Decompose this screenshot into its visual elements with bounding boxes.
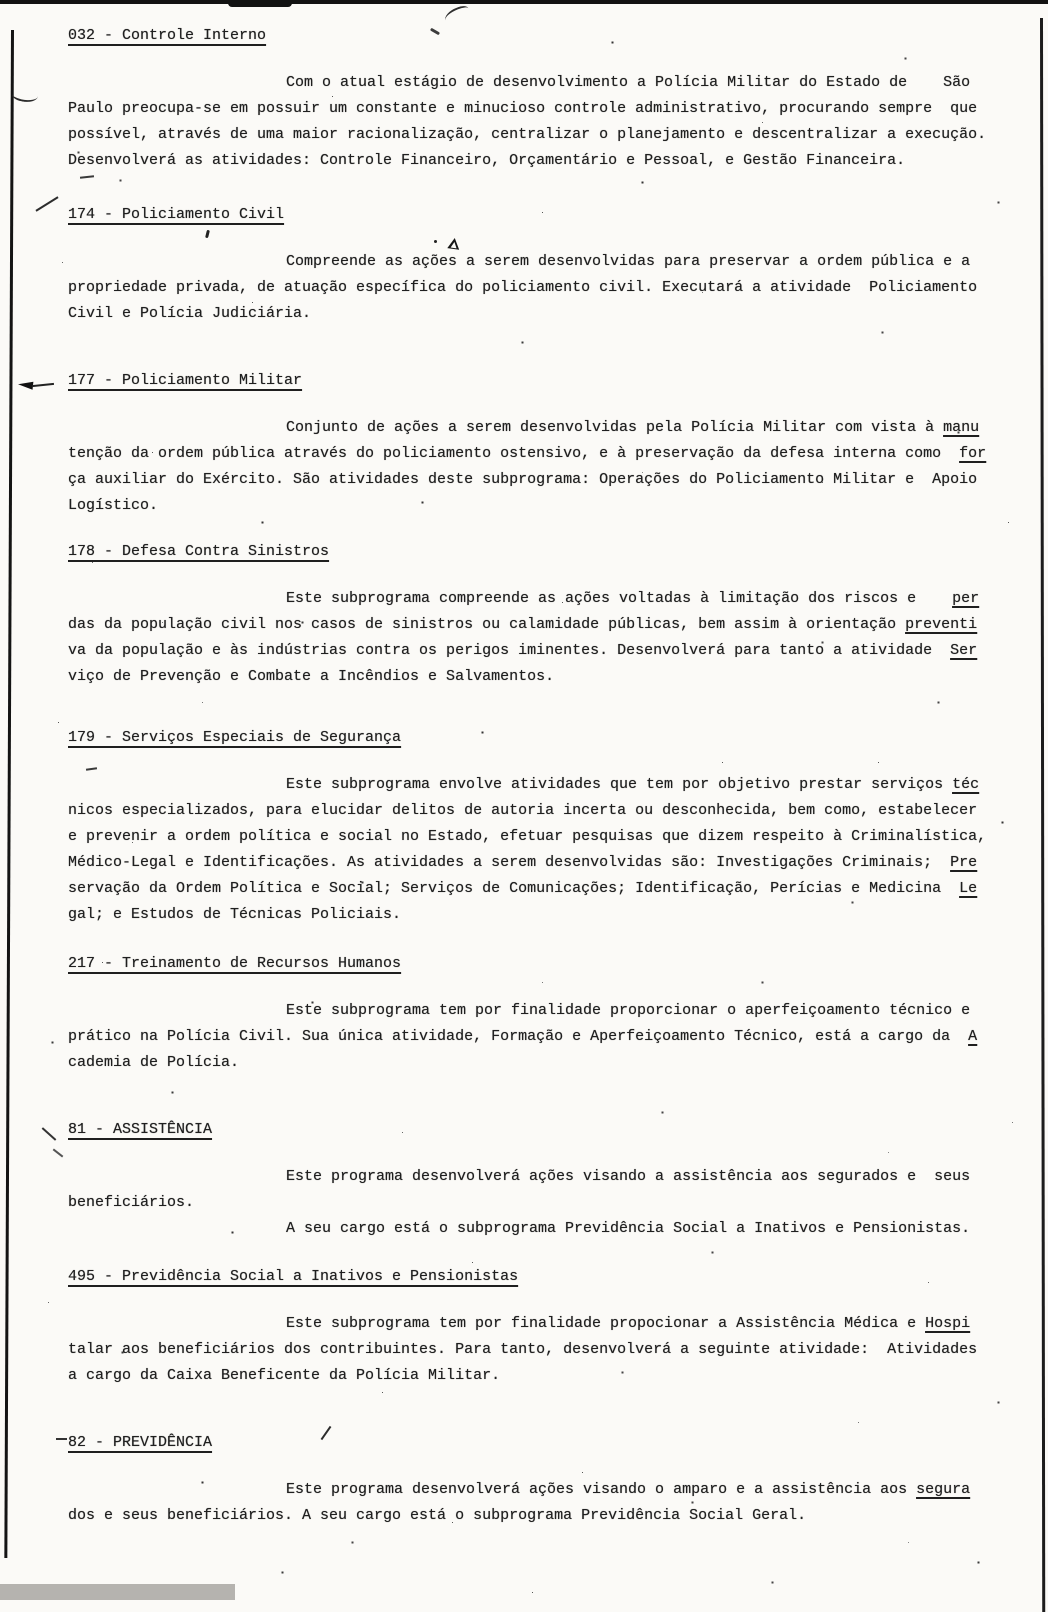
text-line	[68, 798, 990, 824]
text-line-body: e prevenir a ordem política e social no Estado, efetuar pesquisas que dizem respeito à Criminalística,	[68, 828, 987, 845]
text-line	[68, 70, 990, 96]
section-paragraph	[68, 1311, 990, 1389]
hyphenated-word-fragment: A	[968, 1028, 978, 1045]
text-line-body: Civil e Polícia Judiciária.	[68, 305, 312, 322]
text-line-body: talar aos beneficiários dos contribuintes. Para tanto, desenvolverá a seguinte atividade: Atividades	[68, 1341, 978, 1358]
hyphenated-word-fragment: manu	[943, 419, 980, 436]
text-line	[68, 876, 990, 902]
text-line	[68, 772, 990, 798]
text-line	[68, 1363, 990, 1389]
text-line	[68, 415, 990, 441]
document-section	[68, 26, 990, 174]
document-section	[68, 205, 990, 327]
section-heading: 177 - Policiamento Militar	[68, 372, 303, 389]
text-line-body: Este subprograma tem por finalidade propocionar a Assistência Médica e	[286, 1315, 926, 1332]
section-paragraph	[68, 70, 990, 174]
text-line-body: das da população civil nos casos de sinistros ou calamidade públicas, bem assim à orientação	[68, 616, 906, 633]
text-line-body: Este programa desenvolverá ações visando a assistência aos segurados e seus	[286, 1168, 971, 1185]
text-line-body: Este programa desenvolverá ações visando o amparo e a assistência aos	[286, 1481, 917, 1498]
section-heading: 495 - Previdência Social a Inativos e Pensionistas	[68, 1268, 519, 1285]
text-line	[68, 850, 990, 876]
text-line	[68, 1503, 990, 1529]
text-line-body: possível, através de uma maior racionalização, centralizar o planejamento e descentralizar a execução.	[68, 126, 987, 143]
text-line-body: servação da Ordem Política e Social; Serviços de Comunicações; Identificação, Perícias e Medicina	[68, 880, 960, 897]
document-section	[68, 371, 990, 519]
hyphenated-word-fragment: per	[952, 590, 980, 607]
text-line	[68, 998, 990, 1024]
text-line	[68, 902, 990, 928]
text-line	[68, 122, 990, 148]
text-line	[68, 1190, 990, 1216]
text-line-body: beneficiários.	[68, 1194, 195, 1211]
section-paragraph	[68, 415, 990, 519]
section-heading: 82 - PREVIDÊNCIA	[68, 1434, 213, 1451]
hyphenated-word-fragment: for	[959, 445, 987, 462]
document-section	[68, 1433, 990, 1529]
hyphenated-word-fragment: segura	[916, 1481, 971, 1498]
text-line-body: Conjunto de ações a serem desenvolvidas pela Polícia Militar com vista à	[286, 419, 944, 436]
text-line	[68, 638, 990, 664]
section-paragraph	[68, 1164, 990, 1242]
hyphenated-word-fragment: Pre	[950, 854, 978, 871]
document-section	[68, 1120, 990, 1242]
text-line-body: gal; e Estudos de Técnicas Policiais.	[68, 906, 402, 923]
text-line-body: va da população e às indústrias contra os perigos iminentes. Desenvolverá para tanto a atividade	[68, 642, 951, 659]
text-line-body: a cargo da Caixa Beneficente da Polícia Militar.	[68, 1367, 501, 1384]
text-line	[68, 96, 990, 122]
text-line	[68, 824, 990, 850]
hyphenated-word-fragment: Ser	[950, 642, 978, 659]
section-paragraph	[68, 586, 990, 690]
section-paragraph	[68, 772, 990, 928]
section-paragraph	[68, 249, 990, 327]
text-line-body: Este subprograma envolve atividades que tem por objetivo prestar serviços	[286, 776, 953, 793]
hyphenated-word-fragment: Hospi	[925, 1315, 971, 1332]
text-line-body: prático na Polícia Civil. Sua única atividade, Formação e Aperfeiçoamento Técnico, está a cargo da	[68, 1028, 969, 1045]
text-line-body: viço de Prevenção e Combate a Incêndios e Salvamentos.	[68, 668, 555, 685]
text-line	[68, 586, 990, 612]
document-section	[68, 1267, 990, 1389]
section-heading: 179 - Serviços Especiais de Segurança	[68, 729, 402, 746]
text-line	[68, 493, 990, 519]
hyphenated-word-fragment: Le	[959, 880, 978, 897]
text-line	[68, 249, 990, 275]
text-line-body: Desenvolverá as atividades: Controle Financeiro, Orçamentário e Pessoal, e Gestão Financeira.	[68, 152, 906, 169]
text-line-body: Paulo preocupa-se em possuir um constante e minucioso controle administrativo, procurando sempre que	[68, 100, 978, 117]
text-line-body: Logístico.	[68, 497, 159, 514]
text-line-body: A seu cargo está o subprograma Previdência Social a Inativos e Pensionistas.	[286, 1220, 971, 1237]
text-line-body: ça auxiliar do Exército. São atividades deste subprograma: Operações do Policiamento Militar e Apoio	[68, 471, 978, 488]
text-line	[68, 1477, 990, 1503]
text-line	[68, 148, 990, 174]
section-heading: 032 - Controle Interno	[68, 27, 267, 44]
text-line	[68, 467, 990, 493]
text-line	[68, 612, 990, 638]
section-heading: 174 - Policiamento Civil	[68, 206, 285, 223]
text-line	[68, 1311, 990, 1337]
text-line	[68, 1164, 990, 1190]
text-line	[68, 441, 990, 467]
text-line-body: nicos especializados, para elucidar delitos de autoria incerta ou desconhecida, bem como, estabelecer	[68, 802, 978, 819]
text-line-body: propriedade privada, de atuação específica do policiamento civil. Executará a atividade Policiamento	[68, 279, 978, 296]
text-line	[68, 1337, 990, 1363]
text-line-body: Médico-Legal e Identificações. As atividades a serem desenvolvidas são: Investigações Criminais;	[68, 854, 951, 871]
text-line	[68, 1050, 990, 1076]
document-section	[68, 542, 990, 690]
text-line-body: Este subprograma tem por finalidade proporcionar o aperfeiçoamento técnico e	[286, 1002, 971, 1019]
section-heading: 178 - Defesa Contra Sinistros	[68, 543, 330, 560]
text-line-body: cademia de Polícia.	[68, 1054, 240, 1071]
text-line	[68, 664, 990, 690]
text-line	[68, 1216, 990, 1242]
text-line	[68, 1024, 990, 1050]
section-heading: 217 - Treinamento de Recursos Humanos	[68, 955, 402, 972]
text-line-body: tenção da ordem pública através do policiamento ostensivo, e à preservação da defesa interna como	[68, 445, 960, 462]
hyphenated-word-fragment: téc	[952, 776, 980, 793]
text-line	[68, 275, 990, 301]
text-line-body: Este subprograma compreende as ações voltadas à limitação dos riscos e	[286, 590, 953, 607]
hyphenated-word-fragment: preventi	[905, 616, 978, 633]
section-heading: 81 - ASSISTÊNCIA	[68, 1121, 213, 1138]
text-line-body: Com o atual estágio de desenvolvimento a Polícia Militar do Estado de São	[286, 74, 971, 91]
document-section	[68, 954, 990, 1076]
text-line	[68, 301, 990, 327]
document-section	[68, 728, 990, 928]
text-line-body: Compreende as ações a serem desenvolvidas para preservar a ordem pública e a	[286, 253, 971, 270]
section-paragraph	[68, 998, 990, 1076]
section-paragraph	[68, 1477, 990, 1529]
text-line-body: dos e seus beneficiários. A seu cargo está o subprograma Previdência Social Geral.	[68, 1507, 807, 1524]
